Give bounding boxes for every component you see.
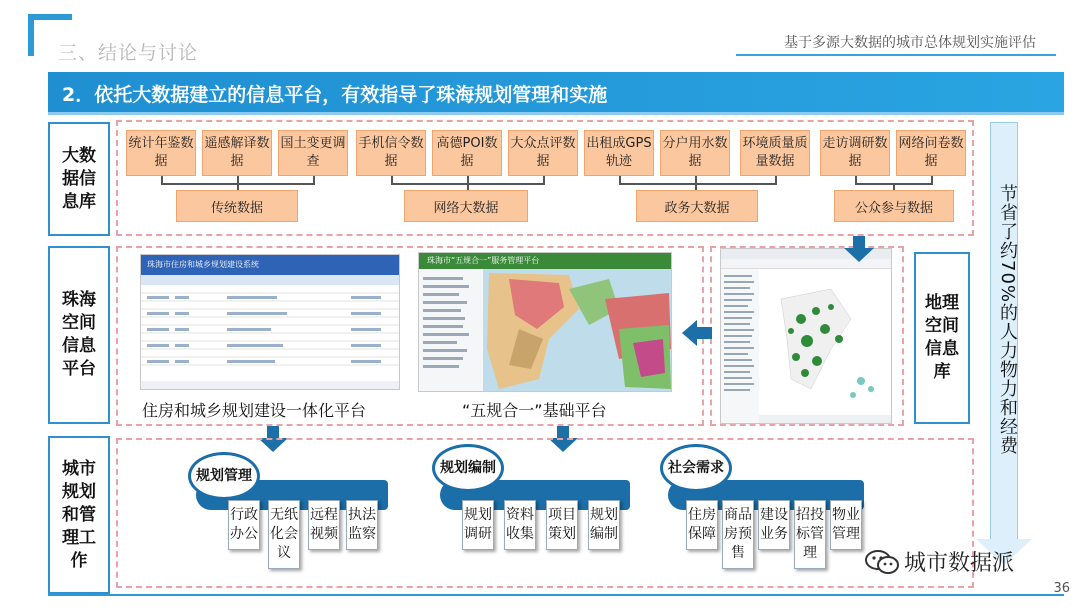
screenshot-titlebar: 珠海市“五规合一”服务管理平台 [419,253,671,269]
category-box: 传统数据 [176,190,298,222]
group-title-planning-compilation: 规划编制 [432,444,504,492]
savings-text: 节省了约70%的人力物力和经费 [997,184,1018,456]
screenshot-table [141,285,400,390]
group-title-social-demand: 社会需求 [660,444,732,492]
source-box: 走访调研数据 [820,130,890,176]
row-label-geo: 地理空间信息库 [914,252,970,424]
source-box: 大众点评数据 [508,130,578,176]
row-label-platform: 珠海空间信息平台 [48,246,110,424]
gis-map [721,269,892,424]
down-arrow-icon [844,236,874,262]
screenshot-toolbar [141,275,399,285]
source-box: 手机信令数据 [356,130,426,176]
bottom-rule [48,594,1064,596]
wechat-icon [864,548,900,576]
gis-screenshot [720,248,892,424]
banner-stripe [48,112,1064,115]
title-rule [736,54,1056,56]
platform2-screenshot [418,252,672,392]
source-box: 出租成GPS轨迹 [584,130,654,176]
banner [48,72,1064,112]
left-arrow-icon [682,320,712,346]
banner-text: 2．依托大数据建立的信息平台，有效指导了珠海规划管理和实施 [62,84,608,106]
task-box: 物业管理 [830,500,862,550]
source-box: 环境质量质量数据 [740,130,810,176]
category-box: 公众参与数据 [834,190,954,222]
watermark: 城市数据派 [904,551,1015,576]
task-box: 住房保障 [686,500,718,550]
category-box: 网络大数据 [404,190,528,222]
task-box: 商品房预售 [722,500,754,569]
group-title-planning-management: 规划管理 [188,452,260,500]
page-number: 36 [1053,581,1070,596]
row-label-work: 城市规划和管理工作 [48,436,110,594]
task-box: 招投标管理 [794,500,826,569]
platform2-caption: “五规合一”基础平台 [462,401,607,420]
document-title: 基于多源大数据的城市总体规划实施评估 [784,35,1036,51]
source-box: 国土变更调查 [278,130,348,176]
task-box: 执法监察 [346,500,378,550]
task-box: 建设业务 [758,500,790,550]
task-box: 远程视频 [308,500,340,550]
task-box: 项目策划 [546,500,578,550]
source-box: 分户用水数据 [660,130,730,176]
platform1-screenshot [140,254,400,390]
source-box: 网络问卷数据 [896,130,966,176]
source-box: 统计年鉴数据 [126,130,196,176]
source-box: 高德POI数据 [432,130,502,176]
task-box: 规划调研 [462,500,494,550]
source-box: 遥感解译数据 [202,130,272,176]
platform1-caption: 住房和城乡规划建设一体化平台 [142,401,367,420]
task-box: 无纸化会议 [268,500,300,569]
screenshot-map [419,269,672,392]
task-box: 行政办公 [228,500,260,550]
category-box: 政务大数据 [636,190,758,222]
task-box: 规划编制 [588,500,620,550]
task-box: 资料收集 [504,500,536,550]
screenshot-titlebar: 珠海市住房和城乡规划建设系统 [141,255,399,275]
connector [619,183,777,185]
row-label-big-data: 大数据信息库 [48,122,110,236]
section-title: 三、结论与讨论 [58,42,199,64]
